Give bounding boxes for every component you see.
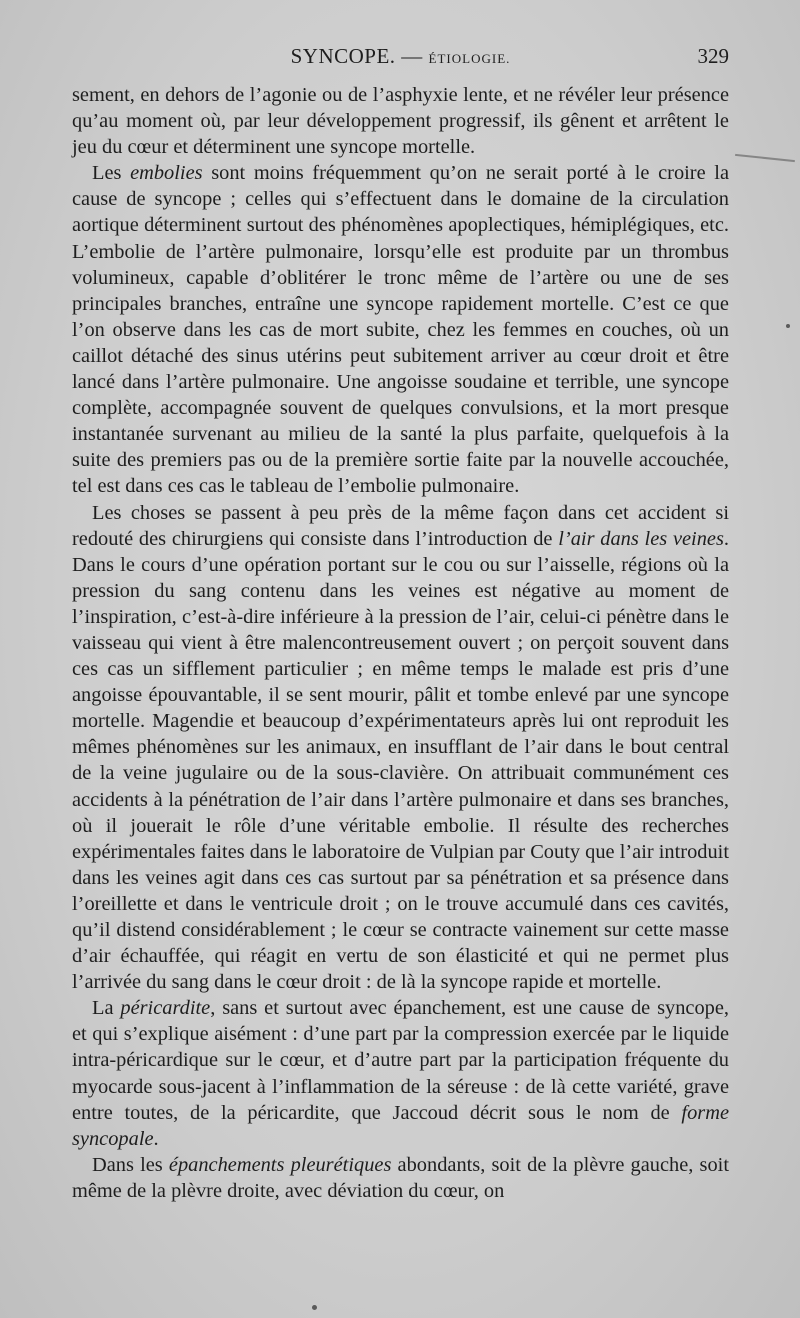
text-run: . xyxy=(153,1127,159,1150)
section-title: ÉTIOLOGIE. xyxy=(428,51,511,66)
text-run: La xyxy=(92,997,121,1020)
text-run: sont moins fréquemment qu’on ne serait porté à le croire la cause de syncope ; celles qui s’effectuent dans le domaine de la circulation aortique déterminent surtout des phénomènes apoplectiques, hémiplégiques, etc. L’embolie de l’artère pulmonaire, lorsqu’elle est produite par un thrombus volumineux, capable d’oblitérer le tronc même de l’artère ou une de ses principales branches, entraîne une syncope rapidement mortelle. C’est ce que l’on observe dans les cas de mort subite, chez les femmes en couches, où un caillot détaché des sinus utérins peut subitement arriver au cœur droit et être lancé dans l’artère pulmonaire. Une angoisse soudaine et terrible, une syncope complète, accompagnée souvent de quelques convulsions, et la mort presque instantanée survenant au milieu de la santé la plus parfaite, quelquefois à la suite des premiers pas ou de la première sortie faite par la nouvelle accouchée, tel est dans ces cas le tableau de l’embolie pulmonaire. xyxy=(72,162,729,498)
text-run: Dans les xyxy=(92,1153,169,1176)
paragraph xyxy=(72,500,729,996)
body-text xyxy=(72,82,729,1204)
text-run: sement, en dehors de l’agonie ou de l’asphyxie lente, et ne révéler leur présence qu’au moment où, par leur développement progressif, ils gênent et arrêtent le jeu du cœur et déterminent une syncope mortelle. xyxy=(72,84,729,159)
italic-text: forme syncopale xyxy=(72,1101,729,1150)
text-run: abondants, soit de la plèvre gauche, soit même de la plèvre droite, avec déviation du cœur, on xyxy=(72,1153,730,1202)
running-head xyxy=(72,44,729,74)
chapter-title: SYNCOPE. xyxy=(290,44,396,68)
paragraph xyxy=(72,995,729,1152)
margin-dot xyxy=(312,1305,317,1310)
running-title xyxy=(72,44,729,69)
italic-text: péricardite xyxy=(120,997,211,1020)
title-dash: — xyxy=(395,44,429,68)
text-run: . Dans le cours d’une opération portant sur le cou ou sur l’aisselle, régions où la pression du sang contenu dans les veines est négative au moment de l’inspiration, c’est-à-dire inférieure à la pression de l’air, celui-ci pénètre dans le vaisseau qui vient à être malencontreusement ouvert ; on perçoit souvent dans ces cas un sifflement particulier ; en même temps le malade est pris d’une angoisse épouvantable, il se sent mourir, pâlit et tombe enlevé par une syncope mortelle. Magendie et beaucoup d’expérimentateurs après lui ont reproduit les mêmes phénomènes sur les animaux, en insufflant de l’air dans le bout central de la veine jugulaire ou de la sous-clavière. On attribuait communément ces accidents à la pénétration de l’air dans l’artère pulmonaire et dans ses branches, où il jouerait le rôle d’une véritable embolie. Il résulte des recherches expérimentales faites dans le laboratoire de Vulpian par Couty que l’air introduit dans les veines agit dans ces cas surtout par sa pénétration et sa présence dans l’oreillette et dans le ventricule droit ; on le trouve accumulé dans ces cavités, qu’il distend considérablement ; le cœur se contracte vainement sur cette masse d’air échauffée, qui réagit en vertu de son élasticité et qui ne permet plus l’arrivée du sang dans le cœur droit : de là la syncope rapide et mortelle. xyxy=(72,527,729,994)
page-number: 329 xyxy=(697,44,729,68)
italic-text: l’air dans les veines xyxy=(558,527,724,550)
text-run: Les xyxy=(92,162,131,185)
paragraph xyxy=(72,1152,729,1204)
margin-stroke xyxy=(735,154,795,162)
margin-dot xyxy=(786,324,790,328)
paragraph xyxy=(72,82,729,160)
text-run: , sans et surtout avec épanchement, est une cause de syncope, et qui s’explique aisément : d’une part par la compression exercée par le liquide intra-péricardique sur le cœur, et d’autre part par la participation fréquente du myocarde sous-jacent à l’inflammation de la séreuse : de là cette variété, grave entre toutes, de la péricardite, que Jaccoud décrit sous le nom de xyxy=(72,997,729,1124)
italic-text: embolies xyxy=(130,162,203,185)
paragraph xyxy=(72,160,729,499)
italic-text: épanchements pleurétiques xyxy=(168,1153,392,1176)
text-run: Les choses se passent à peu près de la même façon dans cet accident si redouté des chirurgiens qui consiste dans l’introduction de xyxy=(72,501,729,550)
